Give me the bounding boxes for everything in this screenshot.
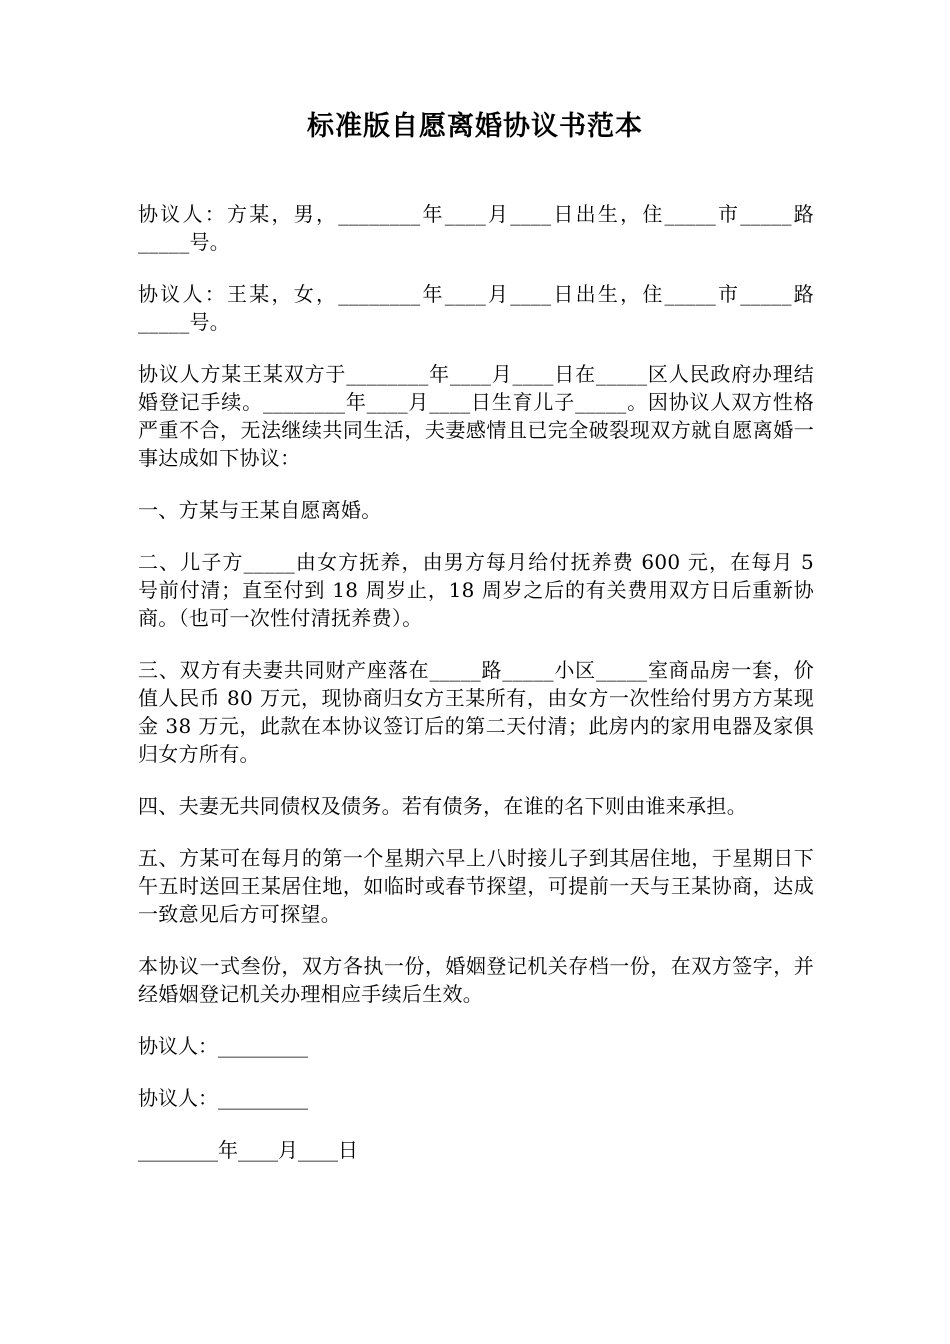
party-a-paragraph: 协议人：方某，男，________年____月____日出生，住_____市_____路_____号。 bbox=[138, 202, 814, 254]
date-line: ________年____月____日 bbox=[138, 1138, 358, 1162]
signature-line-party-a: 协议人：_________ bbox=[138, 1034, 308, 1058]
signature-line-party-b: 协议人：_________ bbox=[138, 1086, 308, 1110]
document-body bbox=[138, 200, 814, 1188]
validity-paragraph: 本协议一式叁份，双方各执一份，婚姻登记机关存档一份，在双方签字，并经婚姻登记机关办理相应手续后生效。 bbox=[138, 954, 814, 1006]
clause-3-paragraph: 三、双方有夫妻共同财产座落在_____路_____小区_____室商品房一套，价值人民币 80 万元，现协商归女方王某所有，由女方一次性给付男方方某现金 38 万元，此款在本协议签订后的第二天付清；此房内的家用电器及家俱归女方所有。 bbox=[138, 658, 814, 766]
party-b-paragraph: 协议人：王某，女，________年____月____日出生，住_____市_____路_____号。 bbox=[138, 282, 814, 334]
clause-5-paragraph: 五、方某可在每月的第一个星期六早上八时接儿子到其居住地，于星期日下午五时送回王某居住地，如临时或春节探望，可提前一天与王某协商，达成一致意见后方可探望。 bbox=[138, 846, 814, 926]
clause-4-paragraph: 四、夫妻无共同债权及债务。若有债务，在谁的名下则由谁来承担。 bbox=[138, 794, 747, 818]
clause-1-paragraph: 一、方某与王某自愿离婚。 bbox=[138, 498, 382, 522]
document-title: 标准版自愿离婚协议书范本 bbox=[307, 111, 643, 142]
preamble-paragraph: 协议人方某王某双方于________年____月____日在_____区人民政府办理结婚登记手续。________年____月____日生育儿子_____。因协议人双方性格严重不合，无法继续共同生活，夫妻感情且已完全破裂现双方就自愿离婚一事达成如下协议： bbox=[138, 362, 814, 470]
clause-2-paragraph: 二、儿子方_____由女方抚养，由男方每月给付抚养费 600 元，在每月 5 号前付清；直至付到 18 周岁止，18 周岁之后的有关费用双方日后重新协商。（也可一次性付清抚养费）。 bbox=[138, 550, 814, 630]
